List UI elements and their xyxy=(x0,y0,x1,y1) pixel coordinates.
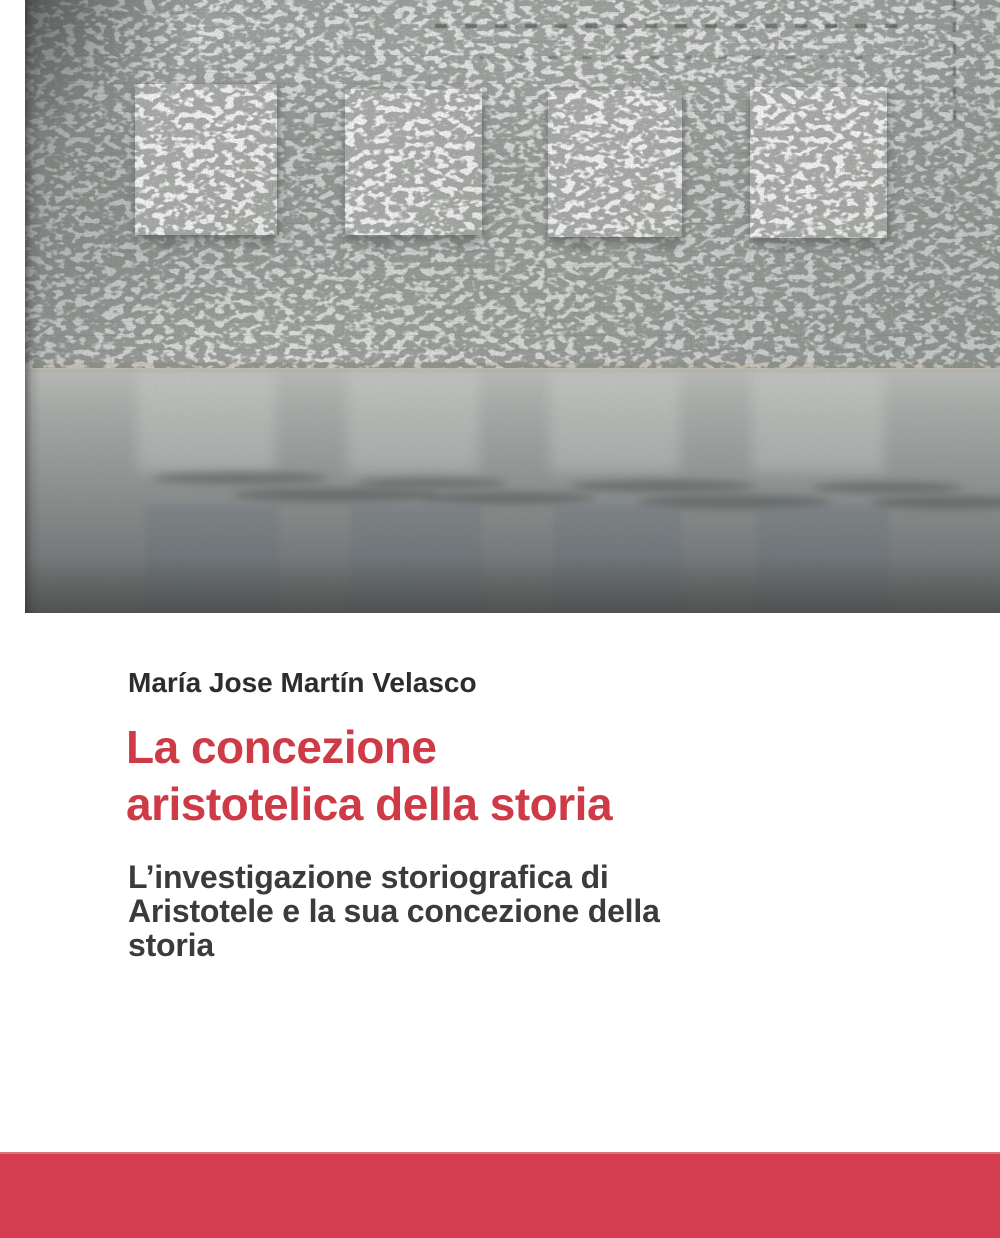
book-subtitle-line-2: Aristotele e la sua concezione della xyxy=(128,893,660,929)
canvas-floor-reflection-1 xyxy=(145,505,279,613)
author-name: María Jose Martín Velasco xyxy=(128,667,477,698)
floor-shadow-ripple xyxy=(357,478,507,488)
book-subtitle-line-1: L’investigazione storiografica di xyxy=(128,859,609,895)
book-title xyxy=(126,719,612,833)
glossy-concrete-floor xyxy=(25,368,1000,613)
blank-canvas-4 xyxy=(750,87,887,238)
brick-crack-row xyxy=(480,56,870,59)
blank-canvas-3 xyxy=(548,90,682,237)
floor-shadow-ripple xyxy=(870,496,1000,509)
floor-shadow-ripple xyxy=(421,492,596,504)
floor-shadow-ripple xyxy=(233,488,438,502)
canvas-reflection-glow xyxy=(752,372,884,472)
bottom-red-band xyxy=(0,1152,1000,1238)
floor-shadow-ripple xyxy=(153,472,328,484)
book-title-line-2: aristotelica della storia xyxy=(126,778,613,830)
blank-canvas-2 xyxy=(345,89,482,235)
floor-shadow-ripple xyxy=(570,480,755,492)
blank-canvas-1 xyxy=(135,84,277,235)
brick-crack-row xyxy=(435,24,905,28)
wall-floor-junction xyxy=(25,363,1000,372)
canvas-floor-reflection-2 xyxy=(351,505,481,613)
canvas-reflection-glow xyxy=(137,372,275,472)
white-brick-wall xyxy=(25,0,1000,368)
canvas-reflection-glow xyxy=(550,372,680,472)
floor-shadow-ripple xyxy=(813,482,963,493)
book-subtitle xyxy=(128,860,660,962)
canvas-floor-reflection-3 xyxy=(553,505,681,613)
canvas-floor-reflection-4 xyxy=(757,505,888,613)
book-title-line-1: La concezione xyxy=(126,721,437,773)
book-subtitle-line-3: storia xyxy=(128,927,214,963)
canvas-reflection-glow xyxy=(347,372,479,472)
gallery-wall-photo xyxy=(25,0,1000,613)
brick-crack-vertical xyxy=(953,0,956,130)
